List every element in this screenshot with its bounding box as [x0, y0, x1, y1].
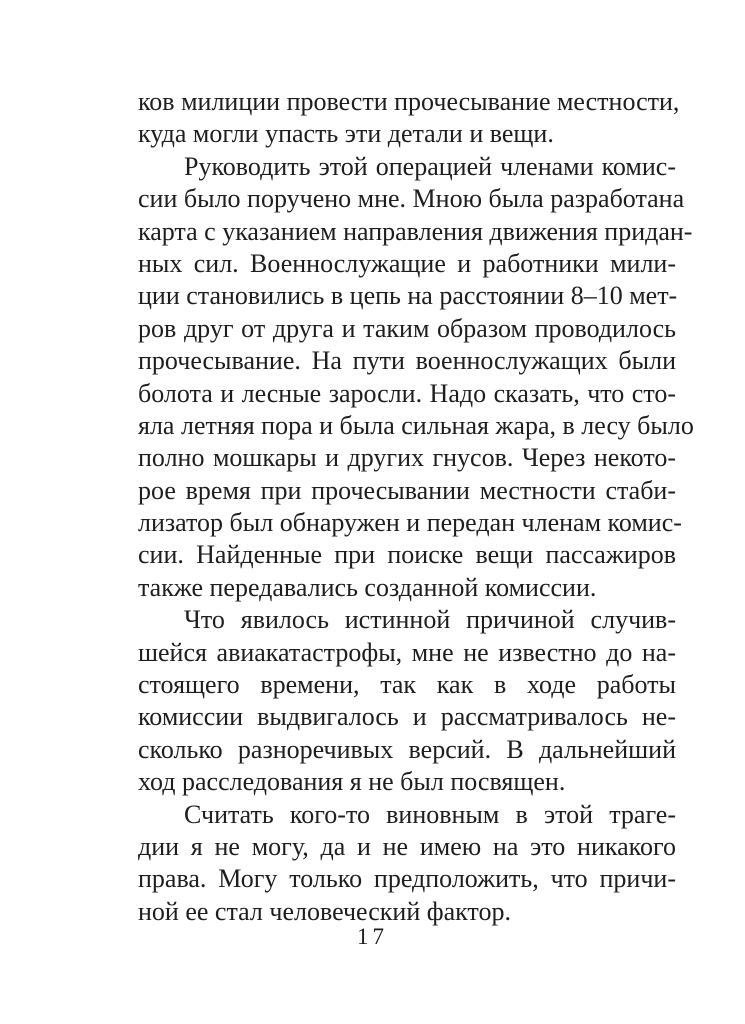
text-line: лизатор был обнаружен и передан членам комис- — [138, 508, 682, 538]
text-line: ции становились в цепь на расстоянии 8–10 мет- — [138, 281, 678, 311]
text-line: комиссии выдвигалось и рассматривалось не- — [138, 702, 676, 732]
text-line: также передавались созданной комиссии. — [138, 572, 597, 602]
body-text — [138, 86, 694, 928]
text-line: ров друг от друга и таким образом проводилось — [138, 313, 676, 343]
text-line: куда могли упасть эти детали и вещи. — [138, 119, 554, 149]
text-line: Руководить этой операцией членами комис- — [184, 151, 676, 181]
text-line: сии было поручено мне. Мною была разработана — [138, 184, 685, 214]
text-line: ной ее стал человеческий фактор. — [138, 896, 511, 926]
text-line: ных сил. Военнослужащие и работники мили- — [138, 248, 676, 278]
text-line: полно мошкары и других гнусов. Через некото- — [138, 443, 676, 473]
text-line: яла летняя пора и была сильная жара, в лесу было — [138, 410, 694, 440]
text-line: прочесывание. На пути военнослужащих были — [138, 346, 676, 376]
text-line: шейся авиакатастрофы, мне не известно до на- — [138, 637, 676, 667]
text-line: карта с указанием направления движения придан- — [138, 216, 693, 246]
text-line: дии я не могу, да и не имею на это никакого — [138, 831, 676, 861]
text-line: рое время при прочесывании местности стаби- — [138, 475, 676, 505]
text-line: стоящего времени, так как в ходе работы — [138, 670, 676, 700]
text-line: болота и лесные заросли. Надо сказать, что сто- — [138, 378, 676, 408]
page-number: 17 — [357, 924, 388, 949]
text-line: ков милиции провести прочесывание местности, — [138, 87, 680, 116]
text-line: Считать кого-то виновным в этой траге- — [184, 799, 676, 829]
text-line: ход расследования я не был посвящен. — [138, 767, 566, 797]
text-line: сии. Найденные при поиске вещи пассажиров — [138, 540, 676, 570]
text-line: Что явилось истинной причиной случив- — [184, 605, 676, 635]
text-line: сколько разноречивых версий. В дальнейший — [138, 734, 676, 764]
text-line: права. Могу только предположить, что причи- — [138, 864, 676, 894]
